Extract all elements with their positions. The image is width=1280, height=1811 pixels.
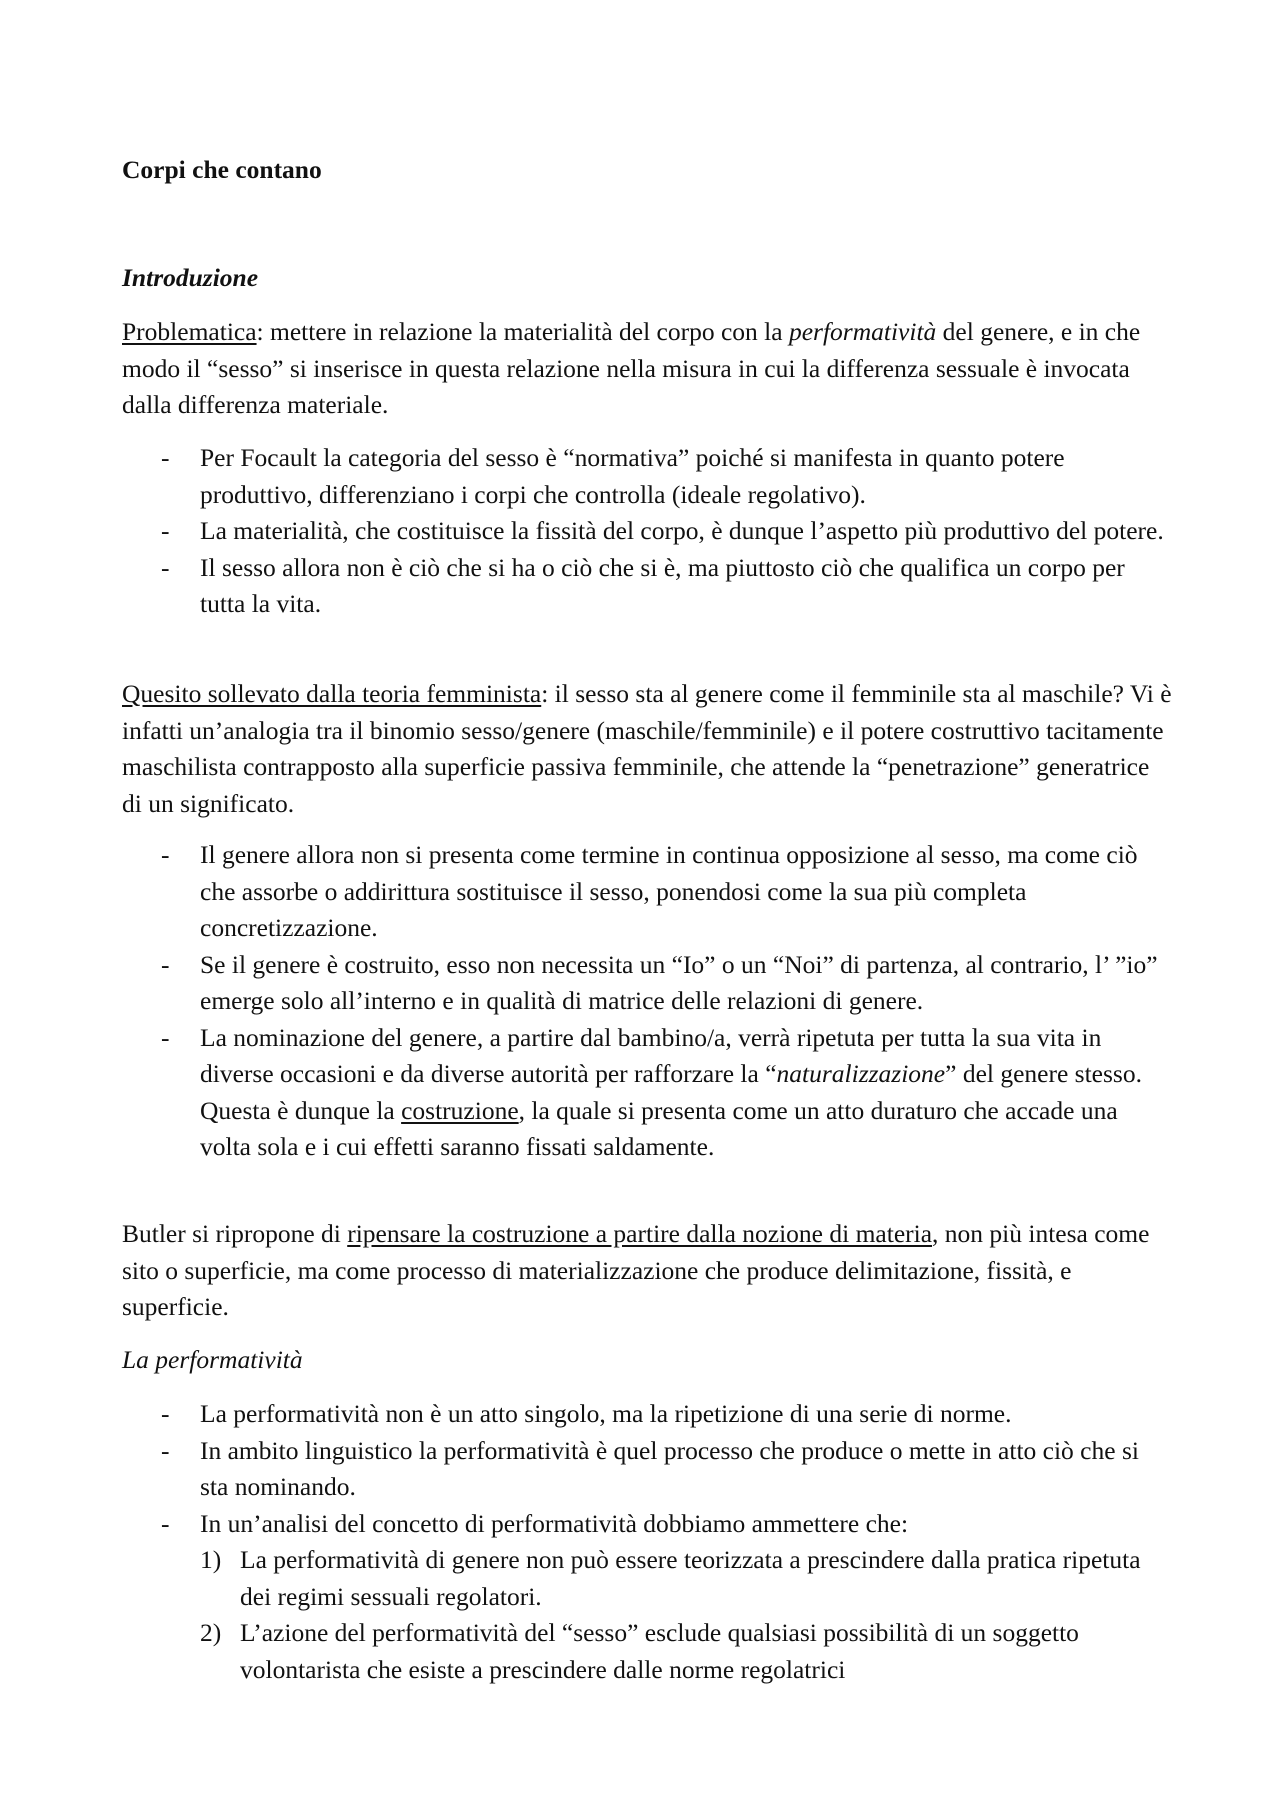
list-item-text: La materialità, che costituisce la fissità del corpo, è dunque l’aspetto più produttivo del potere. — [200, 516, 1164, 545]
performativity-list — [122, 1396, 1172, 1542]
dash-bullet: - — [161, 840, 170, 869]
quesito-label: Quesito sollevato dalla teoria femminista — [122, 679, 542, 708]
problematica-text-2: del genere, e in che modo il “sesso” si inserisce in questa relazione nella misura in cui la differenza sessuale è invocata dalla differenza materiale. — [122, 317, 1141, 419]
list-item-text: In un’analisi del concetto di performatività dobbiamo ammettere che: — [200, 1508, 909, 1538]
section-heading-introduzione: Introduzione — [122, 263, 259, 292]
quesito-text: : il sesso sta al genere come il femminile sta al maschile? Vi è infatti un’analogia tra il binomio sesso/genere (maschile/femminile) e il potere costruttivo tacitamente maschilista contrapposto alla superficie passiva femminile, che attende la “penetrazione” generatrice di un significato. — [122, 679, 1172, 818]
dash-bullet: - — [161, 1022, 170, 1052]
list-item-text-b: ” del genere stesso. Questa è dunque la — [200, 1059, 1142, 1125]
numbered-item — [200, 1615, 1172, 1688]
numbered-item-text: La performatività di genere non può essere teorizzata a prescindere dalla pratica ripetuta dei regimi sessuali regolatori. — [240, 1545, 1141, 1611]
list-item — [122, 1506, 1172, 1543]
dash-bullet: - — [161, 552, 170, 582]
intro-list-1 — [122, 440, 1172, 623]
quesito-paragraph — [122, 676, 1172, 822]
dash-bullet: - — [161, 516, 170, 545]
butler-text-b: , non più intesa come sito o superficie, ma come processo di materializzazione che produce delimitazione, fissità, e superficie. — [122, 1219, 1150, 1321]
list-item-text: Il genere allora non si presenta come termine in continua opposizione al sesso, ma come ciò che assorbe o addirittura sostituisce il sesso, ponendosi come la sua più completa concretizzazione. — [200, 840, 1138, 942]
list-item — [122, 513, 1172, 550]
list-item — [122, 550, 1172, 623]
dash-bullet: - — [161, 949, 170, 979]
problematica-italic: performatività — [788, 317, 937, 346]
list-item-text-c: , la quale si presenta come un atto duraturo che accade una volta sola e i cui effetti saranno fissati saldamente. — [200, 1095, 1118, 1161]
dash-bullet: - — [161, 443, 170, 472]
problematica-text-1: : mettere in relazione la materialità del corpo con la — [256, 317, 789, 346]
butler-paragraph — [122, 1216, 1172, 1326]
list-item — [122, 947, 1172, 1020]
page-title: Corpi che contano — [122, 155, 322, 184]
list-item-text-a: La nominazione del genere, a partire dal bambino/a, verrà ripetuta per tutta la sua vita in diverse occasioni e da diverse autorità per rafforzare la “ — [200, 1022, 1102, 1088]
number-marker: 1) — [200, 1545, 222, 1574]
list-item — [122, 1396, 1172, 1433]
list-item — [122, 837, 1172, 947]
list-item — [122, 1433, 1172, 1506]
list-item-text: La performatività non è un atto singolo, ma la ripetizione di una serie di norme. — [200, 1399, 1012, 1428]
list-item — [122, 1020, 1172, 1166]
list-item-italic: naturalizzazione — [776, 1059, 946, 1088]
list-item-text: Per Focault la categoria del sesso è “normativa” poiché si manifesta in quanto potere produttivo, differenziano i corpi che controlla (ideale regolativo). — [200, 443, 1065, 509]
problematica-paragraph — [122, 314, 1172, 424]
dash-bullet: - — [161, 1435, 170, 1465]
intro-list-2 — [122, 837, 1172, 1166]
list-item-text: In ambito linguistico la performatività è quel processo che produce o mette in atto ciò che si sta nominando. — [200, 1435, 1139, 1501]
number-marker: 2) — [200, 1618, 222, 1647]
performativity-numbered-list — [200, 1542, 1172, 1688]
dash-bullet: - — [161, 1508, 170, 1538]
dash-bullet: - — [161, 1399, 170, 1428]
list-item-text: Se il genere è costruito, esso non necessita un “Io” o un “Noi” di partenza, al contrario, l’ ”io” emerge solo all’interno e in qualità di matrice delle relazioni di genere. — [200, 949, 1158, 1015]
numbered-item-text: L’azione del performatività del “sesso” esclude qualsiasi possibilità di un soggetto volontarista che esiste a prescindere dalle norme regolatrici — [240, 1618, 1079, 1684]
list-item — [122, 440, 1172, 513]
list-item-text: Il sesso allora non è ciò che si ha o ciò che si è, ma piuttosto ciò che qualifica un corpo per tutta la vita. — [200, 552, 1125, 618]
section-heading-performativita: La performatività — [122, 1345, 303, 1374]
butler-underline: ripensare la costruzione a partire dalla nozione di materia — [347, 1219, 933, 1248]
numbered-item — [200, 1542, 1172, 1615]
problematica-label: Problematica — [122, 317, 257, 346]
list-item-underline: costruzione — [401, 1095, 519, 1125]
butler-text-a: Butler si ripropone di — [122, 1219, 348, 1248]
